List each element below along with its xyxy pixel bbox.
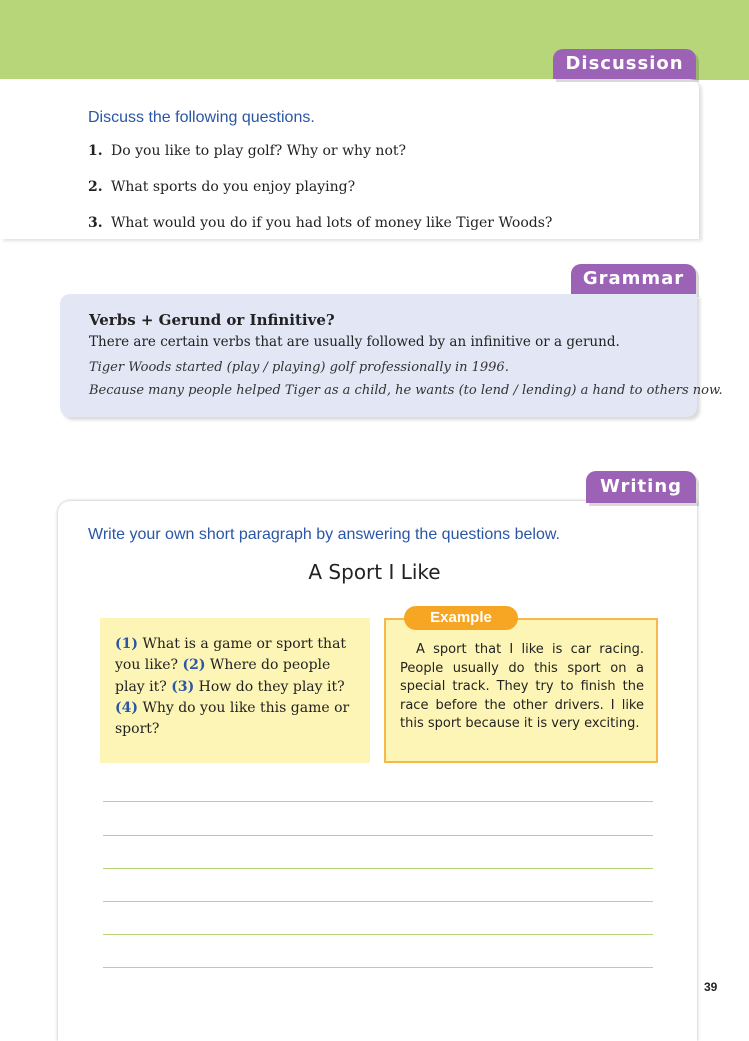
writing-line[interactable]: [103, 835, 653, 836]
writing-line[interactable]: [103, 801, 653, 802]
discussion-tab: Discussion: [553, 49, 696, 79]
discussion-question: 3. What would you do if you had lots of money like Tiger Woods?: [88, 215, 553, 231]
discussion-question: 1. Do you like to play golf? Why or why not?: [88, 143, 407, 159]
grammar-tab: Grammar: [571, 264, 696, 294]
writing-line[interactable]: [103, 901, 653, 902]
writing-line[interactable]: [103, 967, 653, 968]
discussion-instruction: Discuss the following questions.: [88, 109, 315, 126]
writing-line[interactable]: [103, 934, 653, 935]
writing-tab: Writing: [586, 471, 696, 503]
writing-title: A Sport I Like: [308, 560, 441, 584]
grammar-example: Tiger Woods started (play / playing) golf professionally in 1996.: [89, 360, 509, 375]
writing-line[interactable]: [103, 868, 653, 869]
example-text: A sport that I like is car racing. People usually do this sport on a special track. They try to finish the race before the other drivers. I like this sport because it is very exciting.: [400, 642, 644, 732]
writing-instruction: Write your own short paragraph by answering the questions below.: [88, 526, 560, 543]
discussion-question: 2. What sports do you enjoy playing?: [88, 179, 356, 195]
prompt-box: [100, 618, 370, 763]
grammar-box: [60, 294, 723, 417]
page-number: 39: [704, 980, 718, 994]
grammar-title: Verbs + Gerund or Infinitive?: [89, 311, 335, 329]
example-label: Example: [404, 606, 518, 630]
grammar-explanation: There are certain verbs that are usually followed by an infinitive or a gerund.: [89, 334, 620, 350]
grammar-example: Because many people helped Tiger as a child, he wants (to lend / lending) a hand to others now.: [89, 383, 723, 398]
example-box: [384, 618, 658, 763]
prompt-text: (1) What is a game or sport that you like? (2) Where do people play it? (3) How do they play it? (4) Why do you like this game or sport?: [115, 636, 350, 738]
